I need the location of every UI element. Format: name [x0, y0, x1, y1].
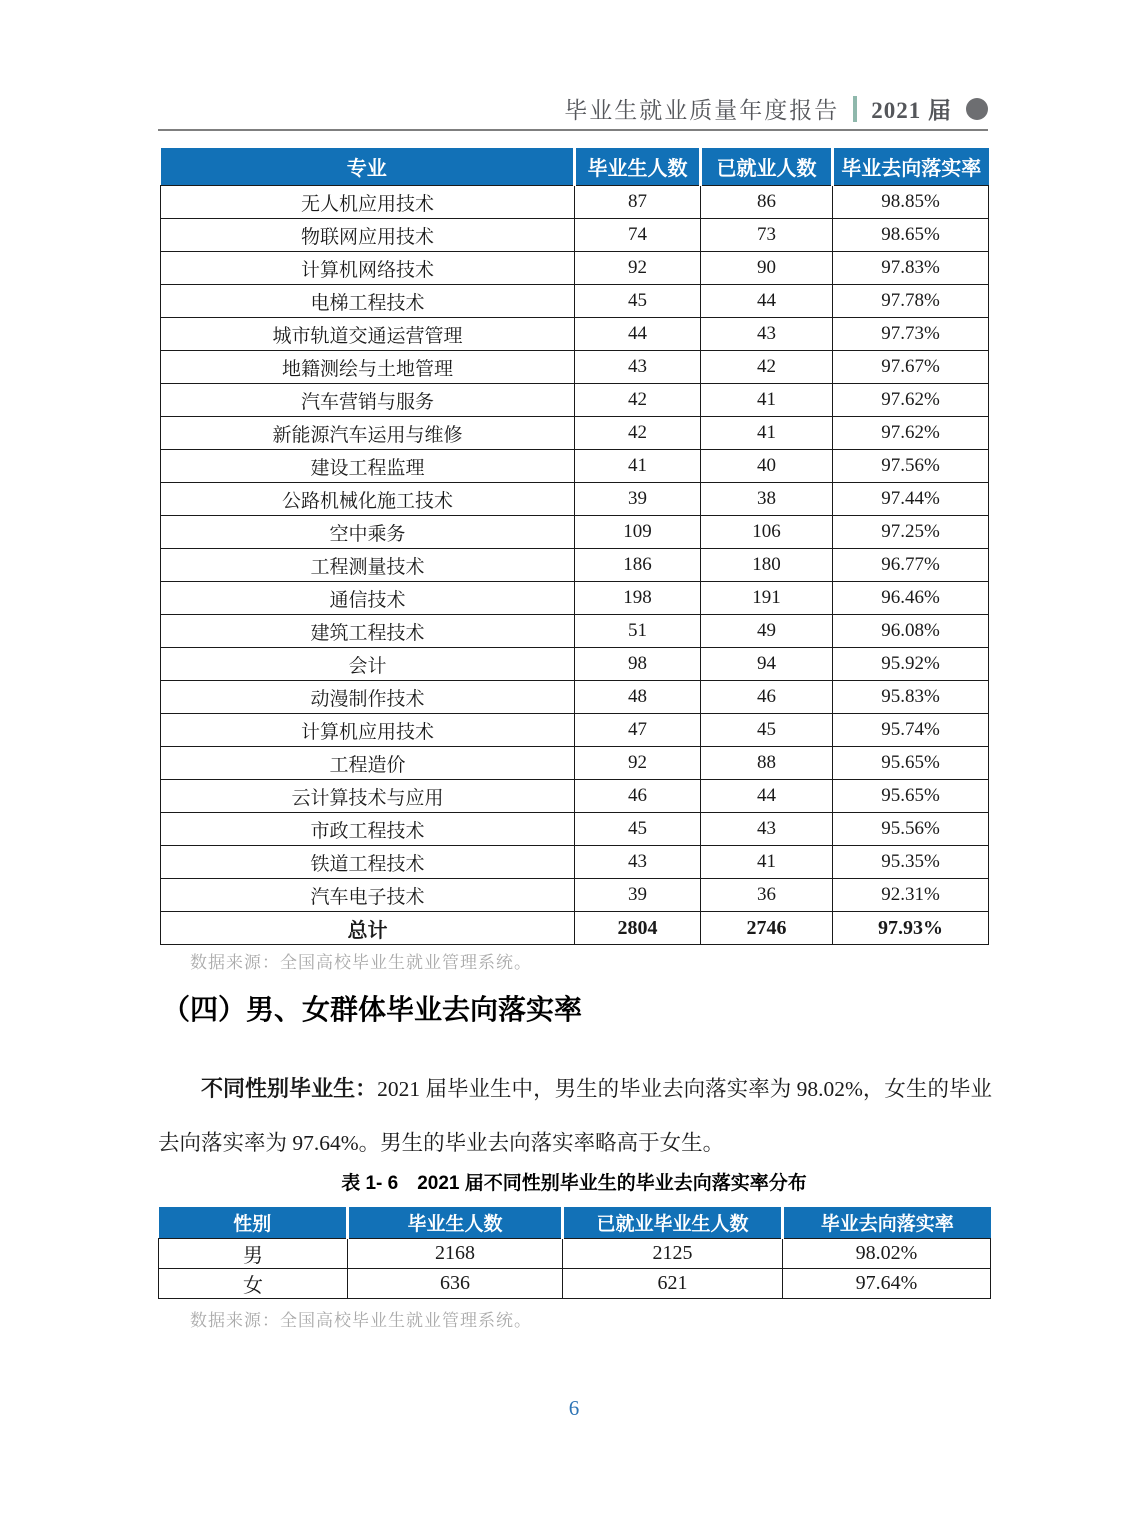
table-cell: 109 [575, 516, 701, 549]
table-cell: 工程测量技术 [161, 549, 575, 582]
employment-by-gender-table [158, 1207, 991, 1299]
table-cell: 公路机械化施工技术 [161, 483, 575, 516]
table-cell: 95.83% [833, 681, 989, 714]
table-cell: 汽车电子技术 [161, 879, 575, 912]
table-cell: 92 [575, 747, 701, 780]
section-heading: （四）男、女群体毕业去向落实率 [162, 994, 583, 1025]
table-cell: 40 [701, 450, 833, 483]
table-cell: 97.83% [833, 252, 989, 285]
column-header: 毕业去向落实率 [833, 148, 989, 186]
table-cell: 女 [159, 1269, 348, 1299]
table-cell: 铁道工程技术 [161, 846, 575, 879]
table-cell: 计算机应用技术 [161, 714, 575, 747]
table-cell: 通信技术 [161, 582, 575, 615]
table-row [161, 450, 989, 483]
table-cell: 城市轨道交通运营管理 [161, 318, 575, 351]
table-cell: 98 [575, 648, 701, 681]
table-cell: 42 [701, 351, 833, 384]
column-header: 毕业生人数 [348, 1207, 563, 1239]
table1-header [161, 148, 989, 186]
paragraph-body: 2021 届毕业生中，男生的毕业去向落实率为 98.02%，女生的毕业去向落实率为 97.64%。男生的毕业去向落实率略高于女生。 [158, 1077, 992, 1155]
table-cell: 97.44% [833, 483, 989, 516]
table-cell: 44 [701, 780, 833, 813]
table-cell: 46 [575, 780, 701, 813]
table-cell: 97.78% [833, 285, 989, 318]
circle-icon [966, 98, 988, 120]
table1-footer [161, 912, 989, 945]
table-cell: 42 [575, 417, 701, 450]
table-cell: 建设工程监理 [161, 450, 575, 483]
table-row [161, 813, 989, 846]
table-cell: 36 [701, 879, 833, 912]
header-separator-bar [853, 96, 857, 122]
table-cell: 96.77% [833, 549, 989, 582]
table-cell: 动漫制作技术 [161, 681, 575, 714]
table-cell: 97.56% [833, 450, 989, 483]
table-row [161, 846, 989, 879]
table-row [161, 219, 989, 252]
total-graduates: 2804 [575, 912, 701, 945]
table-cell: 计算机网络技术 [161, 252, 575, 285]
table-header-row [161, 148, 989, 186]
table-cell: 男 [159, 1239, 348, 1269]
total-row [161, 912, 989, 945]
page-number: 6 [568, 1396, 580, 1420]
table-header-row [159, 1207, 991, 1239]
employment-by-major-table [160, 148, 989, 945]
table-cell: 39 [575, 879, 701, 912]
table-row [161, 648, 989, 681]
table-cell: 38 [701, 483, 833, 516]
table-cell: 92.31% [833, 879, 989, 912]
table-cell: 45 [701, 714, 833, 747]
table-cell: 41 [701, 417, 833, 450]
table-cell: 94 [701, 648, 833, 681]
table-cell: 工程造价 [161, 747, 575, 780]
table-cell: 96.08% [833, 615, 989, 648]
column-header: 毕业去向落实率 [783, 1207, 991, 1239]
table-cell: 39 [575, 483, 701, 516]
table-cell: 会计 [161, 648, 575, 681]
cohort-year-label: 2021 届 [871, 98, 952, 123]
table-cell: 49 [701, 615, 833, 648]
table-cell: 45 [575, 813, 701, 846]
table-row [161, 252, 989, 285]
column-header: 专业 [161, 148, 575, 186]
table-cell: 95.92% [833, 648, 989, 681]
table-row [161, 186, 989, 219]
source-note: 数据来源：全国高校毕业生就业管理系统。 [190, 953, 532, 972]
table-cell: 地籍测绘与土地管理 [161, 351, 575, 384]
table-cell: 621 [563, 1269, 783, 1299]
table-cell: 云计算技术与应用 [161, 780, 575, 813]
table2-body [159, 1239, 991, 1299]
table-cell: 41 [701, 846, 833, 879]
running-header [564, 92, 988, 125]
table-cell: 51 [575, 615, 701, 648]
table-cell: 物联网应用技术 [161, 219, 575, 252]
table-cell: 95.65% [833, 747, 989, 780]
table-row [161, 318, 989, 351]
table-row [161, 351, 989, 384]
table-cell: 97.62% [833, 417, 989, 450]
table-cell: 新能源汽车运用与维修 [161, 417, 575, 450]
table-row [161, 615, 989, 648]
table-cell: 186 [575, 549, 701, 582]
table-row [161, 879, 989, 912]
table-cell: 88 [701, 747, 833, 780]
table-cell: 90 [701, 252, 833, 285]
table-cell: 191 [701, 582, 833, 615]
column-header: 毕业生人数 [575, 148, 701, 186]
table-row [161, 582, 989, 615]
table-cell: 95.65% [833, 780, 989, 813]
total-rate: 97.93% [833, 912, 989, 945]
table-cell: 46 [701, 681, 833, 714]
table-cell: 636 [348, 1269, 563, 1299]
header-rule [158, 129, 988, 131]
table-cell: 43 [701, 813, 833, 846]
table-cell: 86 [701, 186, 833, 219]
total-employed: 2746 [701, 912, 833, 945]
table-cell: 市政工程技术 [161, 813, 575, 846]
table-cell: 43 [575, 351, 701, 384]
table-cell: 87 [575, 186, 701, 219]
table-cell: 42 [575, 384, 701, 417]
table-cell: 97.67% [833, 351, 989, 384]
table-cell: 44 [701, 285, 833, 318]
table-cell: 98.02% [783, 1239, 991, 1269]
table2-header [159, 1207, 991, 1239]
table-cell: 74 [575, 219, 701, 252]
table-row [161, 417, 989, 450]
table-cell: 97.64% [783, 1269, 991, 1299]
table-cell: 95.74% [833, 714, 989, 747]
table-row [161, 780, 989, 813]
body-paragraph [158, 1062, 992, 1170]
table-cell: 98.65% [833, 219, 989, 252]
report-title: 毕业生就业质量年度报告 [564, 98, 840, 123]
table-cell: 41 [701, 384, 833, 417]
column-header: 已就业毕业生人数 [563, 1207, 783, 1239]
table-cell: 43 [575, 846, 701, 879]
table-cell: 180 [701, 549, 833, 582]
table-cell: 92 [575, 252, 701, 285]
table-row [159, 1239, 991, 1269]
source-note: 数据来源：全国高校毕业生就业管理系统。 [190, 1311, 532, 1330]
table-cell: 73 [701, 219, 833, 252]
table2-caption: 表 1- 6 2021 届不同性别毕业生的毕业去向落实率分布 [341, 1173, 807, 1194]
table-row [161, 483, 989, 516]
table1-body [161, 186, 989, 912]
table-cell: 空中乘务 [161, 516, 575, 549]
table-cell: 41 [575, 450, 701, 483]
table-cell: 44 [575, 318, 701, 351]
table-cell: 无人机应用技术 [161, 186, 575, 219]
table-cell: 43 [701, 318, 833, 351]
table-row [161, 747, 989, 780]
table-cell: 106 [701, 516, 833, 549]
table-cell: 97.62% [833, 384, 989, 417]
column-header: 性别 [159, 1207, 348, 1239]
table-cell: 2168 [348, 1239, 563, 1269]
table-cell: 汽车营销与服务 [161, 384, 575, 417]
table-cell: 2125 [563, 1239, 783, 1269]
table-cell: 电梯工程技术 [161, 285, 575, 318]
total-label: 总计 [161, 912, 575, 945]
table-row [161, 681, 989, 714]
table-cell: 198 [575, 582, 701, 615]
table-cell: 97.25% [833, 516, 989, 549]
table-cell: 47 [575, 714, 701, 747]
table-row [161, 285, 989, 318]
table-cell: 95.56% [833, 813, 989, 846]
table-cell: 48 [575, 681, 701, 714]
paragraph-lead: 不同性别毕业生： [201, 1076, 378, 1101]
table-cell: 96.46% [833, 582, 989, 615]
table-cell: 95.35% [833, 846, 989, 879]
table-row [161, 714, 989, 747]
table-row [161, 549, 989, 582]
table-cell: 97.73% [833, 318, 989, 351]
column-header: 已就业人数 [701, 148, 833, 186]
table-cell: 98.85% [833, 186, 989, 219]
table-row [159, 1269, 991, 1299]
table-cell: 建筑工程技术 [161, 615, 575, 648]
table-cell: 45 [575, 285, 701, 318]
table-row [161, 384, 989, 417]
table-row [161, 516, 989, 549]
